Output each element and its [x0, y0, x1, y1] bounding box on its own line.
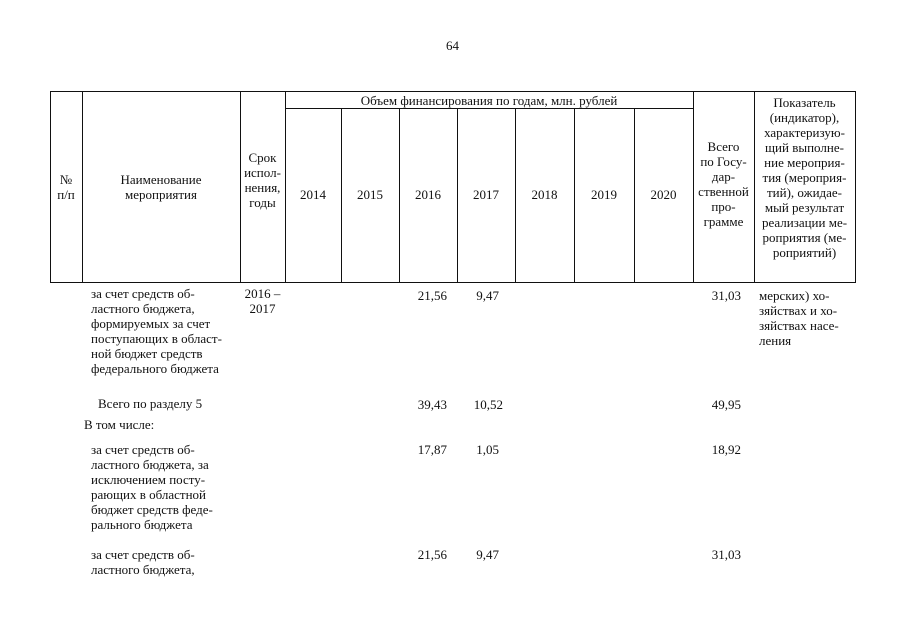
row-name: Всего по разделу 5	[98, 396, 203, 411]
col-line	[855, 91, 856, 283]
header-indicator: Показатель (индикатор), характеризую- щий выполне- ние мероприя- тия (мероприя- тий), ожидае- мый результат реализации ме- роприятия (ме- роприятий)	[761, 95, 848, 260]
header-year: 2020	[650, 187, 677, 202]
row-name: за счет средств об- ластного бюджета, за исключением посту- pающих в областной бюджет средств феде- рального бюджета	[91, 442, 213, 532]
header-total: Всего по Госу- дар- ственной про- грамме	[698, 139, 749, 229]
row-term: 2016 – 2017	[244, 286, 281, 316]
header-year: 2017	[473, 187, 499, 202]
header-name: Наименование мероприятия	[120, 172, 202, 202]
header-year: 2019	[591, 187, 617, 202]
row-value-2016: 39,43	[417, 397, 447, 412]
funding-title-underline	[285, 108, 693, 109]
header-year: 2016	[415, 187, 441, 202]
row-value-2017: 9,47	[476, 547, 499, 562]
row-value-2017: 9,47	[476, 288, 499, 303]
row-value-total: 18,92	[711, 442, 741, 457]
header-year: 2014	[300, 187, 326, 202]
row-value-total: 31,03	[711, 288, 741, 303]
row-value-2017: 1,05	[476, 442, 499, 457]
row-value-2017: 10,52	[473, 397, 503, 412]
header-term: Срок испол- нения, годы	[244, 150, 281, 210]
row-value-2016: 17,87	[417, 442, 447, 457]
row-indicator: мерских) хо- зяйствах и хо- зяйствах насе- ления	[759, 288, 839, 348]
page-number: 64	[446, 38, 459, 53]
row-name: В том числе:	[84, 417, 155, 432]
row-value-2016: 21,56	[417, 288, 447, 303]
row-value-2016: 21,56	[417, 547, 447, 562]
header-year: 2015	[357, 187, 383, 202]
row-value-total: 49,95	[711, 397, 741, 412]
header-funding-title: Объем финансирования по годам, млн. рублей	[360, 93, 618, 108]
row-value-total: 31,03	[711, 547, 741, 562]
row-name: за счет средств об- ластного бюджета,	[91, 547, 195, 577]
header-year: 2018	[531, 187, 558, 202]
table-top-border	[50, 91, 855, 92]
row-name: за счет средств об- ластного бюджета, формируемых за счет поступающих в област- ной бюджет средств федерального бюджета	[91, 286, 222, 376]
header-num: № п/п	[57, 172, 75, 202]
header-bottom-border	[50, 282, 855, 283]
